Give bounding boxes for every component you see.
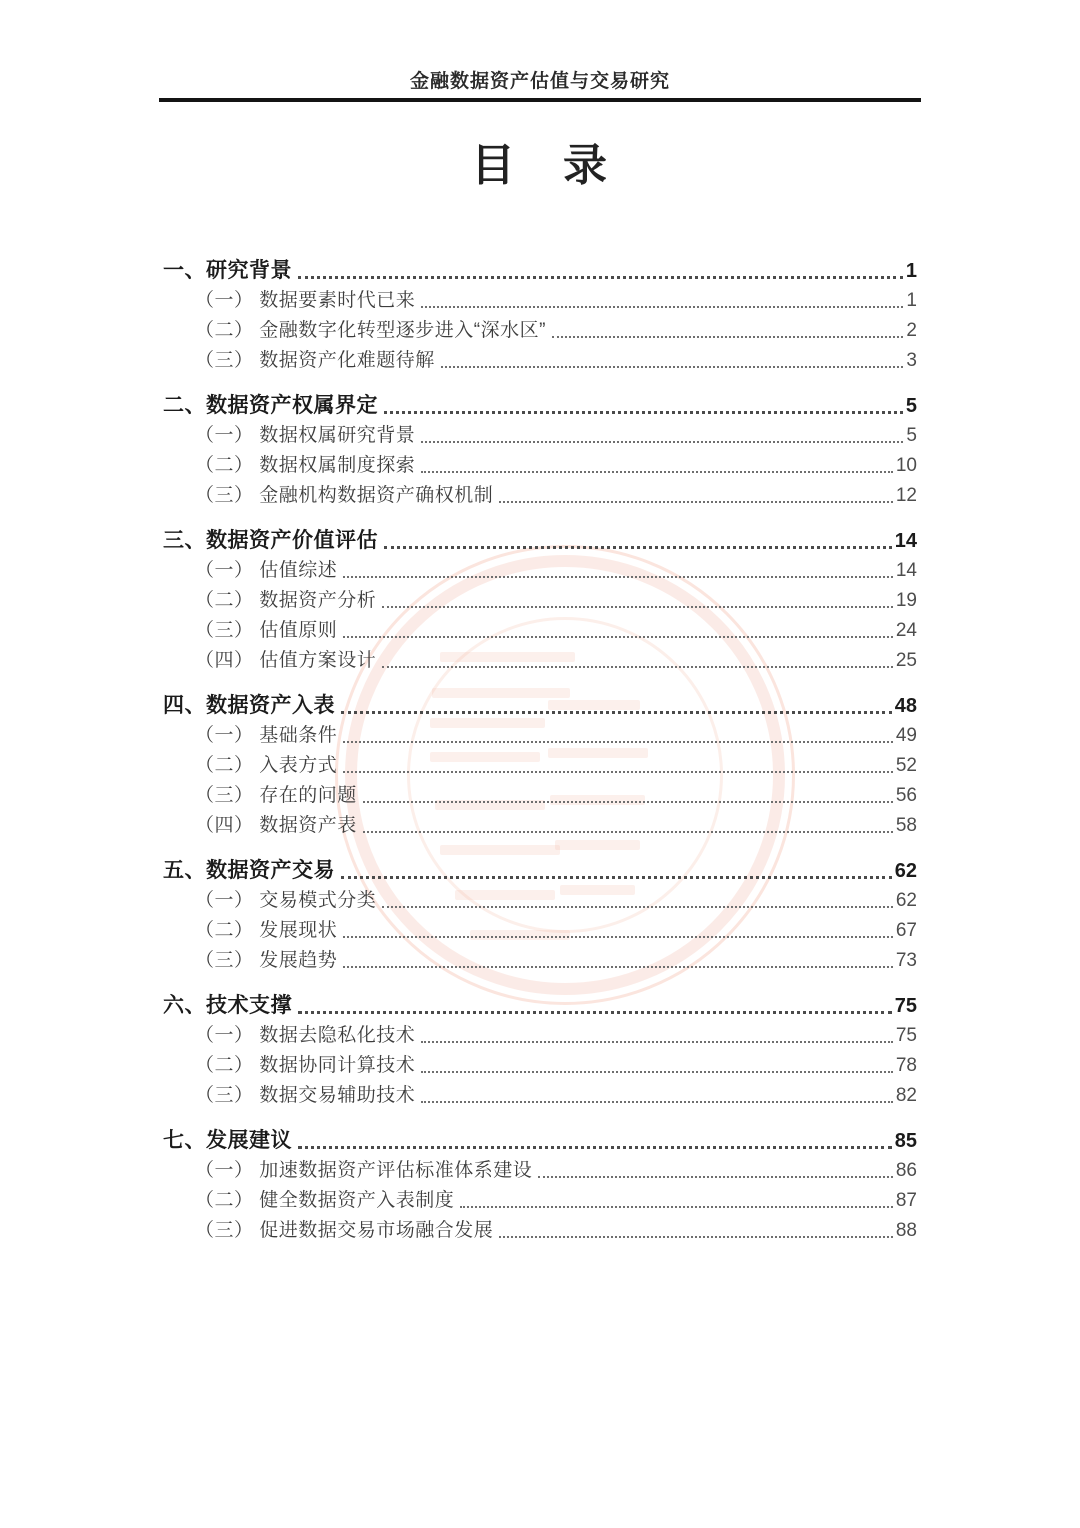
toc-item-page-number: 49 — [895, 725, 917, 747]
toc-chapter-row[interactable] — [163, 1118, 917, 1152]
dotted-leader — [552, 336, 903, 338]
dotted-leader — [343, 771, 893, 773]
toc-item-page-number: 12 — [895, 485, 917, 507]
toc-chapter-page-number: 75 — [894, 995, 917, 1017]
dotted-leader — [384, 546, 892, 549]
page-header — [0, 0, 1080, 102]
toc-item-label: （三） 估值原则 — [195, 620, 338, 642]
toc-item-page-number: 56 — [895, 785, 917, 807]
toc-item-page-number: 86 — [895, 1160, 917, 1182]
dotted-leader — [343, 966, 893, 968]
toc-item-row[interactable] — [163, 447, 917, 477]
dotted-leader — [421, 1071, 893, 1073]
toc-chapter-page-number: 62 — [894, 860, 917, 882]
toc-item-row[interactable] — [163, 747, 917, 777]
dotted-leader — [421, 441, 903, 443]
dotted-leader — [382, 606, 893, 608]
toc-item-label: （一） 交易模式分类 — [195, 890, 377, 912]
toc-item-label: （一） 估值综述 — [195, 560, 338, 582]
toc-item-label: （一） 数据权属研究背景 — [195, 425, 416, 447]
dotted-leader — [421, 1101, 893, 1103]
dotted-leader — [363, 801, 893, 803]
toc-item-label: （二） 发展现状 — [195, 920, 338, 942]
toc-item-row[interactable] — [163, 1077, 917, 1107]
toc-item-page-number: 19 — [895, 590, 917, 612]
page-title: 目 录 — [471, 141, 609, 190]
dotted-leader — [421, 1041, 893, 1043]
toc-item-page-number: 24 — [895, 620, 917, 642]
toc-chapter-row[interactable] — [163, 383, 917, 417]
toc-chapter-label: 四、数据资产入表 — [163, 693, 335, 717]
toc-item-page-number: 62 — [895, 890, 917, 912]
toc-item-row[interactable] — [163, 807, 917, 837]
dotted-leader — [421, 471, 893, 473]
toc-item-row[interactable] — [163, 1182, 917, 1212]
toc-item-row[interactable] — [163, 912, 917, 942]
dotted-leader — [499, 501, 893, 503]
toc-item-page-number: 3 — [906, 350, 917, 372]
toc-item-label: （三） 数据资产化难题待解 — [195, 350, 435, 372]
toc-item-label: （三） 存在的问题 — [195, 785, 357, 807]
toc-item-row[interactable] — [163, 1047, 917, 1077]
toc-item-page-number: 73 — [895, 950, 917, 972]
toc-item-row[interactable] — [163, 642, 917, 672]
toc-item-page-number: 1 — [906, 290, 917, 312]
dotted-leader — [384, 411, 903, 414]
toc-item-page-number: 75 — [895, 1025, 917, 1047]
toc-list — [163, 248, 917, 1242]
toc-chapter-label: 三、数据资产价值评估 — [163, 528, 378, 552]
dotted-leader — [298, 1011, 892, 1014]
toc-chapter-label: 五、数据资产交易 — [163, 858, 335, 882]
dotted-leader — [382, 906, 893, 908]
toc-chapter-page-number: 85 — [894, 1130, 917, 1152]
toc-item-page-number: 2 — [906, 320, 917, 342]
running-head: 金融数据资产估值与交易研究 — [409, 71, 670, 92]
dotted-leader — [499, 1236, 893, 1238]
toc-item-label: （二） 健全数据资产入表制度 — [195, 1190, 455, 1212]
toc-chapter-row[interactable] — [163, 683, 917, 717]
dotted-leader — [382, 666, 893, 668]
toc-item-label: （二） 金融数字化转型逐步进入“深水区” — [195, 320, 546, 342]
toc-item-page-number: 88 — [895, 1220, 917, 1242]
toc-item-label: （一） 数据要素时代已来 — [195, 290, 416, 312]
toc-chapter-page-number: 14 — [894, 530, 917, 552]
toc-item-row[interactable] — [163, 1212, 917, 1242]
dotted-leader — [421, 306, 903, 308]
toc-item-row[interactable] — [163, 417, 917, 447]
toc-item-row[interactable] — [163, 312, 917, 342]
toc-item-label: （二） 数据协同计算技术 — [195, 1055, 416, 1077]
dotted-leader — [341, 711, 892, 714]
toc-item-row[interactable] — [163, 342, 917, 372]
toc-chapter-row[interactable] — [163, 518, 917, 552]
toc-item-row[interactable] — [163, 882, 917, 912]
dotted-leader — [343, 741, 893, 743]
toc-item-label: （三） 数据交易辅助技术 — [195, 1085, 416, 1107]
toc-item-page-number: 67 — [895, 920, 917, 942]
toc-item-label: （一） 基础条件 — [195, 725, 338, 747]
toc-chapter-page-number: 1 — [905, 260, 917, 282]
toc-item-label: （四） 数据资产表 — [195, 815, 357, 837]
toc-item-row[interactable] — [163, 552, 917, 582]
dotted-leader — [538, 1176, 893, 1178]
toc-item-page-number: 82 — [895, 1085, 917, 1107]
dotted-leader — [441, 366, 904, 368]
toc-chapter-label: 七、发展建议 — [163, 1128, 292, 1152]
toc-item-row[interactable] — [163, 942, 917, 972]
dotted-leader — [343, 576, 893, 578]
toc-item-label: （二） 数据资产分析 — [195, 590, 377, 612]
toc-chapter-label: 二、数据资产权属界定 — [163, 393, 378, 417]
dotted-leader — [298, 276, 903, 279]
toc-chapter-row[interactable] — [163, 848, 917, 882]
toc-item-label: （三） 发展趋势 — [195, 950, 338, 972]
toc-item-row[interactable] — [163, 717, 917, 747]
toc-chapter-label: 一、研究背景 — [163, 258, 292, 282]
toc-item-label: （二） 数据权属制度探索 — [195, 455, 416, 477]
toc-item-row[interactable] — [163, 582, 917, 612]
toc-item-label: （二） 入表方式 — [195, 755, 338, 777]
toc-chapter-page-number: 5 — [905, 395, 917, 417]
header-rule — [159, 98, 921, 102]
toc-item-page-number: 10 — [895, 455, 917, 477]
toc-item-row[interactable] — [163, 477, 917, 507]
toc-item-label: （一） 数据去隐私化技术 — [195, 1025, 416, 1047]
dotted-leader — [343, 636, 893, 638]
toc-item-row[interactable] — [163, 1017, 917, 1047]
toc-item-row[interactable] — [163, 282, 917, 312]
toc-chapter-page-number: 48 — [894, 695, 917, 717]
dotted-leader — [363, 831, 893, 833]
dotted-leader — [343, 936, 893, 938]
toc-item-page-number: 5 — [906, 425, 917, 447]
toc-item-page-number: 25 — [895, 650, 917, 672]
toc-item-page-number: 58 — [895, 815, 917, 837]
toc-item-page-number: 14 — [895, 560, 917, 582]
toc-item-page-number: 52 — [895, 755, 917, 777]
toc-item-row[interactable] — [163, 612, 917, 642]
dotted-leader — [460, 1206, 893, 1208]
toc-item-row[interactable] — [163, 1152, 917, 1182]
toc-chapter-row[interactable] — [163, 248, 917, 282]
toc-item-row[interactable] — [163, 777, 917, 807]
toc-item-page-number: 87 — [895, 1190, 917, 1212]
toc-item-label: （一） 加速数据资产评估标准体系建设 — [195, 1160, 533, 1182]
toc-item-label: （三） 促进数据交易市场融合发展 — [195, 1220, 494, 1242]
dotted-leader — [341, 876, 892, 879]
toc-item-page-number: 78 — [895, 1055, 917, 1077]
dotted-leader — [298, 1146, 892, 1149]
toc-item-label: （四） 估值方案设计 — [195, 650, 377, 672]
toc-chapter-row[interactable] — [163, 983, 917, 1017]
toc-item-label: （三） 金融机构数据资产确权机制 — [195, 485, 494, 507]
toc-chapter-label: 六、技术支撑 — [163, 993, 292, 1017]
